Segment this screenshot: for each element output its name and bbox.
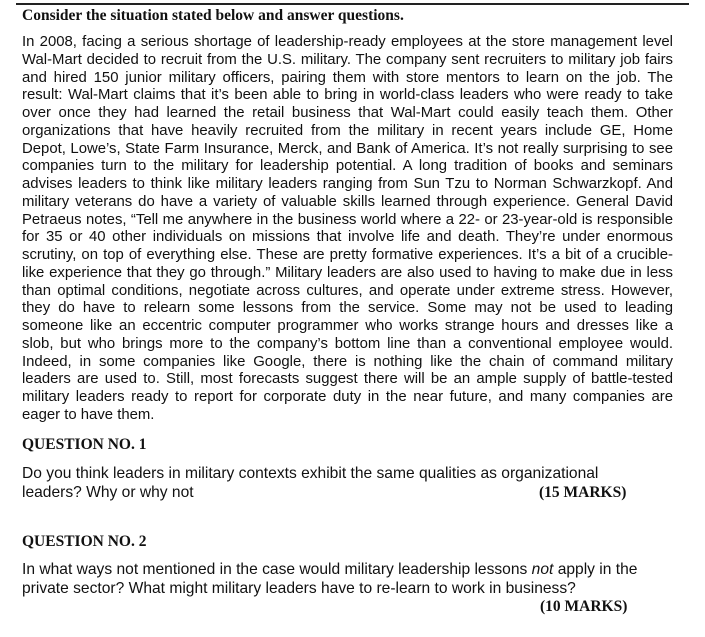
question-1-title: QUESTION NO. 1 <box>22 436 147 453</box>
question-2-text-start: In what ways not mentioned in the case would military leadership lessons <box>22 561 532 578</box>
question-2-marks: (10 MARKS) <box>540 598 628 615</box>
question-1-text <box>22 465 673 502</box>
question-2-text-end: apply in the private sector? What might military leaders have to re-learn to work in business? <box>22 561 638 597</box>
question-1-line-2: leaders? Why or why not <box>22 483 194 501</box>
top-rule <box>16 3 689 5</box>
question-2-title: QUESTION NO. 2 <box>22 533 147 550</box>
question-1-line-1: Do you think leaders in military contexts exhibit the same qualities as organizational <box>22 465 599 482</box>
question-2-text <box>22 561 682 598</box>
case-passage: In 2008, facing a serious shortage of leadership-ready employees at the store management level Wal-Mart decided to recruit from the U.S. military. The company sent recruiters to military job fairs and hired 150 junior military officers, pairing them with store mentors to learn on the job. The result: Wal-Mart claims that it’s been able to bring in world-class leaders who were ready to take over once they had learned the retail business that Wal-Mart could easily teach them. Other organizations that have heavily recruited from the military in recent years include GE, Home Depot, Lowe’s, State Farm Insurance, Merck, and Bank of America. It’s not really surprising to see companies turn to the military for leadership potential. A long tradition of books and seminars advises leaders to think like military leaders ranging from Sun Tzu to Norman Schwarzkopf. And military veterans do have a variety of valuable skills learned through experience. General David Petraeus notes, “Tell me anywhere in the business world where a 22- or 23-year-old is responsible for 35 or 40 other individuals on missions that involve life and death. They’re under enormous scrutiny, on top of everything else. These are pretty formative experiences. It’s a bit of a crucible-like experience that they go through.” Military leaders are also used to having to make due in less than optimal conditions, negotiate across cultures, and operate under extreme stress. However, they do have to relearn some lessons from the service. Some may not be used to leading someone like an eccentric computer programmer who works strange hours and dresses like a slob, but who brings more to the company’s bottom line than a conventional employee would. Indeed, in some companies like Google, there is nothing like the chain of command military leaders are used to. Still, most forecasts suggest there will be an ample supply of battle-tested military leaders ready to report for corporate duty in the near future, and many companies are eager to have them. <box>22 34 673 423</box>
instructions-heading: Consider the situation stated below and answer questions. <box>22 7 404 24</box>
question-2-italic-word: not <box>531 561 554 578</box>
question-1-marks: (15 MARKS) <box>539 484 627 501</box>
